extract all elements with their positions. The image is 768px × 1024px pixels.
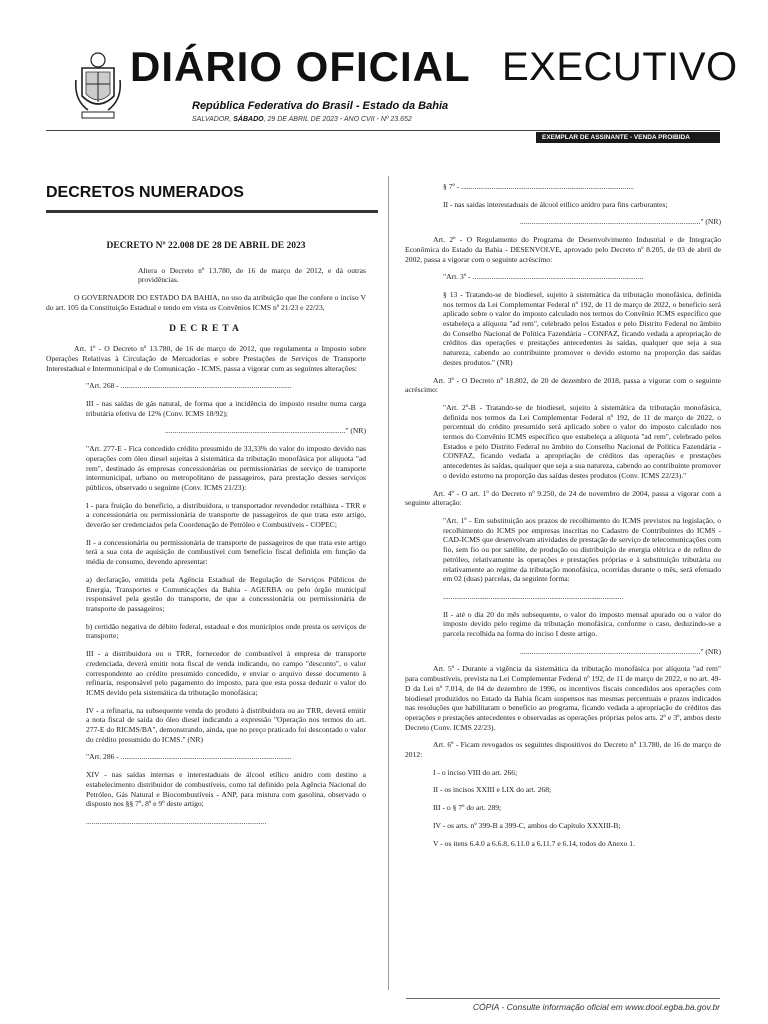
- column-right: [405, 182, 721, 856]
- edition-note-bar: EXEMPLAR DE ASSINANTE - VENDA PROIBIDA: [536, 132, 720, 143]
- art277e-ii: II - a concessionária ou permissionária de transporte de passageiros de que trata este artigo terá a sua cota de aquisição de combustível com benefício fiscal definida em função da média de consumo, devendo apresentar:: [86, 537, 366, 567]
- decree-preamble: O GOVERNADOR DO ESTADO DA BAHIA, no uso da atribuição que lhe confere o inciso V do art. 105 da Constituição Estadual e tendo em vista os Convênios ICMS nº 21/23 e 22/23,: [46, 293, 366, 312]
- art277e-i: I - para fruição do benefício, a distribuidora, o transportador revendedor retalhista - TRR e a concessionária ou permissionária de transporte de passageiros de que trata este artigo, deverão ser credenciados pela Coordenação de Petróleo e Combustíveis - COPEC;: [86, 500, 366, 530]
- art6-iii: III - o § 7º do art. 289;: [433, 803, 502, 813]
- art6-i: I - o inciso VIII do art. 266;: [433, 767, 518, 777]
- art277e-iii: III - a distribuidora ou o TRR, fornecedor de combustível à empresa de transporte credenciada, deverá emitir nota fiscal de venda indicando, no campo "desconto", o valor correspondente ao crédito presumido concedido, e enviar o arquivo desse documento à refinaria, responsável pelo pagamento do imposto, para que esta possa deduzir o valor do ICMS devido pela sistemática da tributação monofásica;: [86, 649, 366, 697]
- par7-nr: ..............................................................................................." (NR): [520, 217, 721, 227]
- section-title: DECRETOS NUMERADOS: [46, 184, 244, 201]
- art286-heading: "Art. 286 - ..........................................................................................: [86, 752, 292, 762]
- masthead-subtitle: República Federativa do Brasil - Estado da Bahia: [192, 100, 449, 112]
- masthead-title-suffix: EXECUTIVO: [502, 45, 738, 89]
- art268-nr: ..............................................................................................." (NR): [165, 426, 366, 436]
- art286-xiv: XIV - nas saídas internas e interestaduais de álcool etílico anidro com destino a estabelecimento distribuidor de combustíveis, como tal definido pela Agência Nacional do Petróleo, Gás Natural e Biocombustíveis - ANP, para mistura com gasolina, observado o disposto nos §§ 7º, 8º e 9º deste artigo;: [86, 770, 366, 809]
- art4: Art. 4º - O art. 1º do Decreto nº 9.250, de 24 de novembro de 2004, passa a vigorar com a seguinte alteração:: [405, 488, 721, 508]
- art277e: "Art. 277-E - Fica concedido crédito presumido de 33,33% do valor do imposto devido nas operações com óleo diesel sujeitas à sistemática da tributação monofásica por alíquota "ad rem", destinado às empresas concessionárias ou permissionárias de serviço de transporte intermunicipal, urbano ou metropolitano de passageiros, para prestação desses serviços públicos, observado o seguinte (Conv. ICMS 21/23):: [86, 444, 366, 492]
- art6: Art. 6º - Ficam revogados os seguintes dispositivos do Decreto nº 13.780, de 16 de março de 2012:: [405, 740, 721, 760]
- art277e-a: a) declaração, emitida pela Agência Estadual de Regulação de Serviços Públicos de Energia, Transportes e Comunicações da Bahia - AGERBA ou pelo órgão municipal responsável pela gestão do transporte, de que a concessionária ou permissionária de transporte de passageiros;: [86, 574, 366, 613]
- decreta-heading: DECRETA: [169, 323, 243, 334]
- art5: Art. 5º - Durante a vigência da sistemática da tributação monofásica por alíquota "ad rem" para combustíveis, prevista na Lei Complementar Federal nº 192, de 11 de março de 2022, e no art. 49-D da Lei nº 7.014, de 04 de dezembro de 1996, os incentivos fiscais concedidos aos operações com biodiesel produzidos no Estado da Bahia ficam suspensos nas mesmas percentuais e prazos indicados nas resoluções que habilitaram o benefício ao programa, ficando vedada a apropriação de créditos das operações e prestações antecedentes e observadas as operações próprias pelos arts. 2º e 3º, ambos deste Decreto (Conv. ICMS 22/23).: [405, 664, 721, 732]
- art6-iv: IV - os arts. nº 399-B a 399-C, ambos do Capítulo XXXIII-B;: [433, 820, 621, 830]
- art3-art2b: "Art. 2º-B - Tratando-se de biodiesel, sujeito à sistemática da tributação monofásica, definida nos termos da Lei Complementar Federal nº 192, de 11 de março de 2022, o percentual do crédito presumido será aplicado sobre o valor do imposto calculado nos termos do Convênio ICMS específico que estabeleça a alíquota "ad rem", celebrado pelos Estados e pelo Distrito Federal no âmbito do Conselho Nacional de Política Fazendária - CONFAZ, ficando vedada a apropriação de créditos das operações e prestações antecedentes às saídas, qualquer que seja a sua natureza, cabendo ao contribuinte promover o devido estorno na proporção das saídas destes produtos (Conv. ICMS 22/23).": [443, 402, 721, 480]
- art277e-b: b) certidão negativa de débito federal, estadual e dos municípios onde presta os serviços de transporte;: [86, 621, 366, 641]
- par7-heading: § 7º - ...........................................................................................: [443, 182, 634, 191]
- column-left: [46, 226, 366, 835]
- footer-copy-note: CÓPIA - Consulte informação oficial em www.dool.egba.ba.gov.br: [472, 1002, 720, 1012]
- art277e-iv: IV - a refinaria, na subsequente venda do produto à distribuidora ou ao TRR, deverá emitir a nota fiscal de saída do óleo diesel indicando a expressão "Operação nos termos do art. 277-E do RICMS/BA", demonstrando, ainda, que no preço praticado foi descontado o valor do crédito presumido do ICMS." (NR): [86, 705, 366, 744]
- art2-art3: "Art. 3º - ..........................................................................................: [443, 272, 644, 282]
- decree-title: DECRETO Nº 22.008 DE 28 DE ABRIL DE 2023: [106, 241, 306, 251]
- par7-ii: II - nas saídas interestaduais de álcool etílico anidro para fins carburantes;: [443, 199, 668, 209]
- art6-v: V - os itens 6.4.0 a 6.6.8, 6.11.0 a 6.11.7 e 6.14, todos do Anexo 1.: [433, 838, 635, 848]
- footer-rule: [406, 998, 720, 999]
- masthead-rule: [46, 130, 720, 131]
- masthead-dateline: SALVADOR, SÁBADO, 29 DE ABRIL DE 2023 - ANO CVII - Nº 23.652: [192, 116, 412, 123]
- art268-iii: III - nas saídas de gás natural, de forma que a incidência do imposto resulte numa carga tributária efetiva de 12% (Conv. ICMS 18/92);: [86, 399, 366, 418]
- art4-ii: II - até o dia 20 do mês subsequente, o valor do imposto mensal apurado ou o valor do imposto devido pelo regime da tributação monofásica, conforme o caso, deduzindo-se a parcela recolhida na forma do inciso I deste artigo.: [443, 609, 721, 639]
- column-divider: [388, 176, 389, 990]
- art1-intro: Art. 1º - O Decreto nº 13.780, de 16 de março de 2012, que regulamenta o Imposto sobre Operações Relativas à Circulação de Mercadorias e sobre Prestações de Serviços de Transporte Interestadual e Intermunicipal e de Comunicação - ICMS, passa a vigorar com as seguintes alterações:: [46, 344, 366, 373]
- section-rule: [46, 210, 378, 213]
- col2-dots: ...............................................................................................: [443, 591, 624, 601]
- art4-nr: ..............................................................................................." (NR): [520, 646, 721, 656]
- masthead: [0, 0, 768, 150]
- decree-ementa: Altera o Decreto nº 13.780, de 16 de março de 2012, e dá outras providências.: [138, 265, 366, 285]
- art268-heading: "Art. 268 - ..........................................................................................: [86, 381, 292, 391]
- bahia-coat-of-arms-icon: [74, 50, 122, 124]
- art6-ii: II - os incisos XXIII e LIX do art. 268;: [433, 785, 552, 795]
- art3: Art. 3º - O Decreto nº 18.802, de 20 de dezembro de 2018, passa a vigorar com o seguinte acréscimo:: [405, 375, 721, 395]
- art2-par13: § 13 - Tratando-se de biodiesel, sujeito à sistemática da tributação monofásica, definida nos termos da Lei Complementar Federal nº 192, de 11 de março de 2022, o benefício será aplicado sobre o valor do imposto calculado nos termos do Convênio ICMS específico que estabeleça a alíquota "ad rem", celebrado pelos Estados e pelo Distrito Federal no âmbito do Conselho Nacional de Política Fazendária - CONFAZ, ficando vedada a apropriação de créditos das operações e prestações antecedentes às saídas, qualquer que seja a sua natureza, cabendo ao contribuinte promover o devido estorno na proporção das saídas destes produtos." (NR): [443, 289, 721, 367]
- col1-dots: ...............................................................................................: [86, 816, 267, 826]
- masthead-title: DIÁRIO OFICIAL: [130, 43, 471, 90]
- art2: Art. 2º - O Regulamento do Programa de Desenvolvimento Industrial e de Integração Econômica do Estado da Bahia - DESENVOLVE, aprovado pelo Decreto nº 8.205, de 03 de abril de 2002, passa a vigorar com o seguinte acréscimo:: [405, 235, 721, 264]
- art4-art1: "Art. 1º - Em substituição aos prazos de recolhimento do ICMS previstos na legislação, o recolhimento do ICMS por empresas inscritas no Cadastro de Contribuintes do ICMS - CAD-ICMS que desenvolvam atividades de prestação de serviço de telecomunicações com fio, sem fio ou por satélite, de produção ou distribuição de energia elétrica e de refino de petróleo, relativamente às operações e prestações próprias e à substituição tributária ou relativamente ao regime da tributação monofásica, ocorridas durante o mês, será efetuado em 02 (duas) parcelas, da seguinte forma:: [443, 515, 721, 584]
